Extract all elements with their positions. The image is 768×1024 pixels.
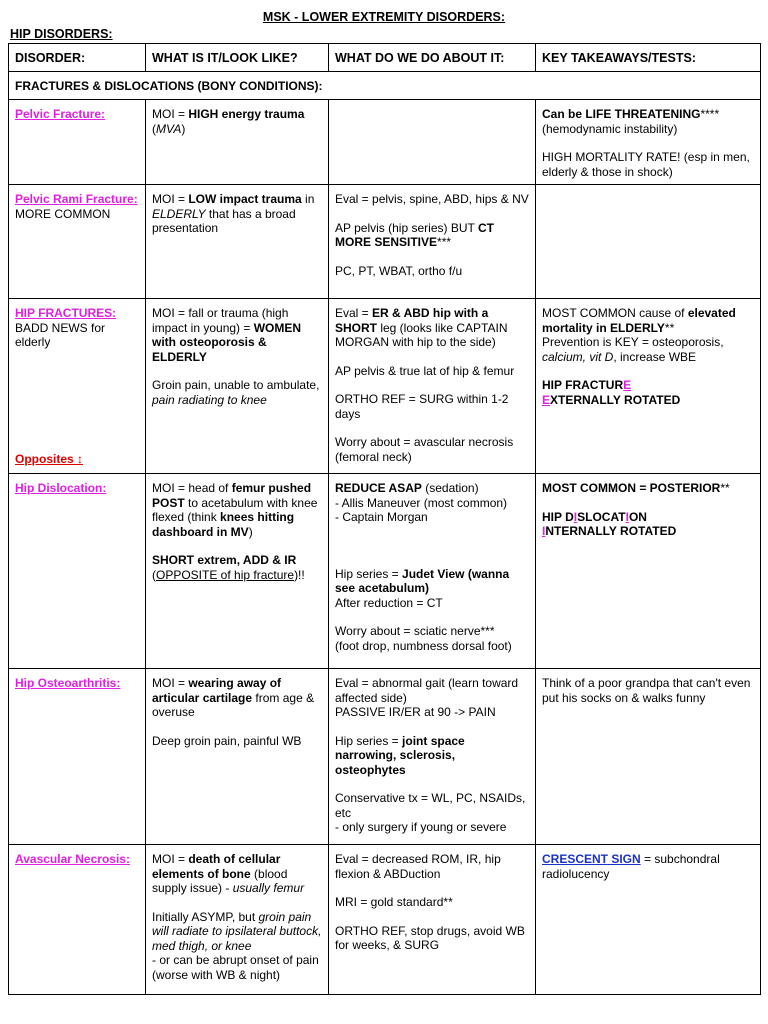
category-label: FRACTURES & DISLOCATIONS (BONY CONDITIONS):: [9, 72, 761, 100]
table-row: [9, 299, 761, 474]
table-row: [9, 474, 761, 669]
management-cell: [329, 100, 536, 185]
key-cell: [536, 185, 761, 299]
disorder-name: Pelvic Fracture:: [15, 107, 106, 121]
header-disorder: DISORDER:: [9, 44, 146, 72]
key-cell: Can be LIFE THREATENING**** (hemodynamic instability) HIGH MORTALITY RATE! (esp in men, elderly & those in shock): [536, 100, 761, 185]
description-cell: MOI = head of femur pushed POST to acetabulum with knee flexed (think knees hitting dashboard in MV) SHORT extrem, ADD & IR (OPPOSITE of hip fracture)!!: [146, 474, 329, 669]
disorder-name: Avascular Necrosis:: [15, 852, 130, 866]
management-cell: Eval = pelvis, spine, ABD, hips & NV AP pelvis (hip series) BUT CT MORE SENSITIVE*** PC, PT, WBAT, ortho f/u: [329, 185, 536, 299]
category-row: [9, 72, 761, 100]
key-cell: MOST COMMON cause of elevated mortality in ELDERLY** Prevention is KEY = osteoporosis, calcium, vit D, increase WBE HIP FRACTURE EXTERNALLY ROTATED: [536, 299, 761, 474]
table-row: [9, 669, 761, 845]
management-cell: Eval = abnormal gait (learn toward affected side) PASSIVE IR/ER at 90 -> PAIN Hip series = joint space narrowing, sclerosis, osteophytes Conservative tx = WL, PC, NSAIDs, etc - only surgery if young or severe: [329, 669, 536, 845]
header-row: [9, 44, 761, 72]
description-cell: MOI = wearing away of articular cartilage from age & overuse Deep groin pain, painful WB: [146, 669, 329, 845]
description-cell: MOI = HIGH energy trauma (MVA): [146, 100, 329, 185]
disorder-cell: [9, 669, 146, 845]
disorder-name: Hip Dislocation:: [15, 481, 107, 495]
description-cell: MOI = fall or trauma (high impact in young) = WOMEN with osteoporosis & ELDERLY Groin pain, unable to ambulate, pain radiating to knee: [146, 299, 329, 474]
disorders-table: [8, 43, 761, 995]
disorder-name: HIP FRACTURES:: [15, 306, 117, 320]
disorder-cell: Pelvic Rami Fracture: MORE COMMON: [9, 185, 146, 299]
table-row: [9, 845, 761, 995]
management-cell: Eval = decreased ROM, IR, hip flexion & ABDuction MRI = gold standard** ORTHO REF, stop drugs, avoid WB for weeks, & SURG: [329, 845, 536, 995]
disorder-cell: HIP FRACTURES: BADD NEWS for elderly Opposites ↕: [9, 299, 146, 474]
management-cell: Eval = ER & ABD hip with a SHORT leg (looks like CAPTAIN MORGAN with hip to the side) AP pelvis & true lat of hip & femur ORTHO REF = SURG within 1-2 days Worry about = avascular necrosis (femoral neck): [329, 299, 536, 474]
table-row: [9, 185, 761, 299]
disorder-cell: [9, 100, 146, 185]
crescent-sign-link[interactable]: CRESCENT SIGN: [542, 852, 641, 866]
description-cell: MOI = LOW impact trauma in ELDERLY that has a broad presentation: [146, 185, 329, 299]
page-title: MSK - LOWER EXTREMITY DISORDERS:: [262, 10, 506, 24]
management-cell: REDUCE ASAP (sedation) - Allis Maneuver (most common) - Captain Morgan Hip series = Judet View (wanna see acetabulum) After reduction = CT Worry about = sciatic nerve*** (foot drop, numbness dorsal foot): [329, 474, 536, 669]
opposites-label: Opposites ↕: [15, 451, 84, 466]
header-what-is-it: WHAT IS IT/LOOK LIKE?: [146, 44, 329, 72]
description-cell: MOI = death of cellular elements of bone (blood supply issue) - usually femur Initially ASYMP, but groin pain will radiate to ipsilateral buttock, med thigh, or knee - or can be abrupt onset of pain (worse with WB & night): [146, 845, 329, 995]
header-key-takeaways: KEY TAKEAWAYS/TESTS:: [536, 44, 761, 72]
disorder-cell: [9, 474, 146, 669]
key-cell: Think of a poor grandpa that can't even put his socks on & walks funny: [536, 669, 761, 845]
key-cell: CRESCENT SIGN = subchondral radiolucency: [536, 845, 761, 995]
disorder-name: Pelvic Rami Fracture:: [15, 192, 138, 206]
disorder-cell: [9, 845, 146, 995]
key-cell: MOST COMMON = POSTERIOR** HIP DISLOCATION INTERNALLY ROTATED: [536, 474, 761, 669]
header-what-do-we-do: WHAT DO WE DO ABOUT IT:: [329, 44, 536, 72]
disorder-name: Hip Osteoarthritis:: [15, 676, 121, 690]
table-row: [9, 100, 761, 185]
section-title: HIP DISORDERS:: [10, 27, 113, 41]
